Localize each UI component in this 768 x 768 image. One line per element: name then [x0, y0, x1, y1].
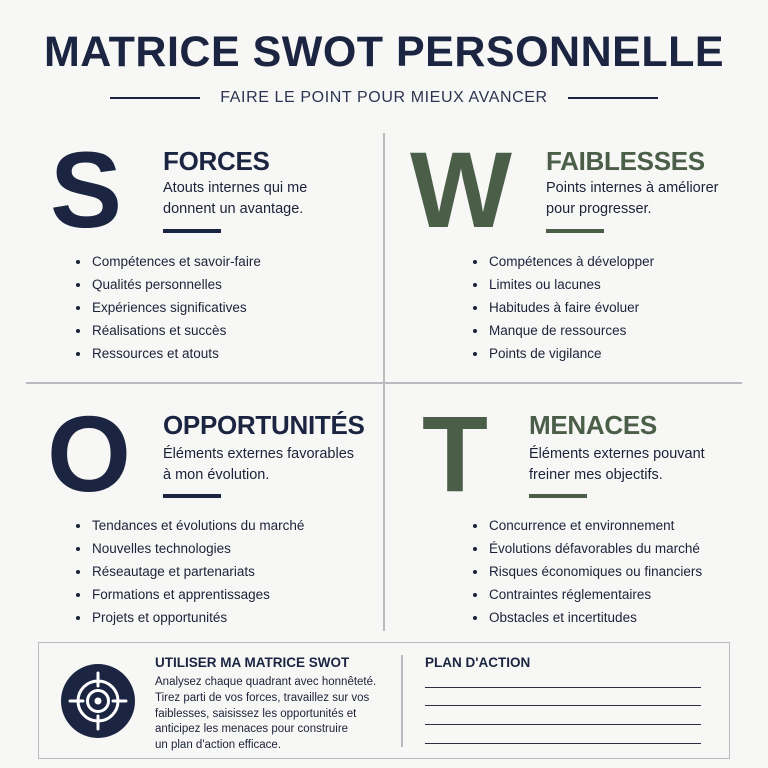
- list-item: Projets et opportunités: [76, 606, 304, 629]
- weaknesses-letter: W: [410, 129, 512, 250]
- threats-letter: T: [422, 393, 488, 514]
- horizontal-divider: [26, 382, 742, 384]
- list-item: Obstacles et incertitudes: [473, 606, 702, 629]
- threats-description: [529, 444, 705, 486]
- strengths-desc-line: donnent un avantage.: [163, 201, 304, 217]
- list-item: Contraintes réglementaires: [473, 583, 702, 606]
- strengths-list: [76, 250, 261, 365]
- threats-desc-line: freiner mes objectifs.: [529, 467, 663, 483]
- opportunities-list: [76, 514, 304, 629]
- list-item: Tendances et évolutions du marché: [76, 514, 304, 537]
- strengths-accent-bar: [163, 229, 221, 233]
- weaknesses-accent-bar: [546, 229, 604, 233]
- list-item: Concurrence et environnement: [473, 514, 702, 537]
- subtitle-left-rule: [110, 97, 200, 99]
- subtitle-row: [0, 88, 768, 108]
- list-item: Formations et apprentissages: [76, 583, 304, 606]
- list-item: Évolutions défavorables du marché: [473, 537, 702, 560]
- list-item: Expériences significatives: [76, 296, 261, 319]
- action-plan-line[interactable]: [425, 687, 701, 688]
- footer-title: UTILISER MA MATRICE SWOT: [155, 655, 350, 670]
- weaknesses-description: [546, 178, 718, 220]
- footer-text-line: anticipez les menaces pour construire: [155, 723, 349, 736]
- footer-separator: [401, 655, 403, 747]
- list-item: Qualités personnelles: [76, 273, 261, 296]
- footer-text-line: Tirez parti de vos forces, travaillez sur vos: [155, 691, 370, 704]
- target-icon: [61, 664, 135, 738]
- list-item: Réseautage et partenariats: [76, 560, 304, 583]
- list-item: Ressources et atouts: [76, 342, 261, 365]
- strengths-description: [163, 178, 307, 220]
- weaknesses-list: [473, 250, 654, 365]
- subtitle-right-rule: [568, 97, 658, 99]
- strengths-title: FORCES: [163, 146, 270, 176]
- strengths-desc-line: Atouts internes qui me: [163, 180, 308, 196]
- weaknesses-desc-line: Points internes à améliorer: [546, 180, 719, 196]
- opportunities-description: [163, 444, 354, 486]
- opportunities-accent-bar: [163, 494, 221, 498]
- threats-accent-bar: [529, 494, 587, 498]
- action-plan-title: PLAN D'ACTION: [425, 655, 531, 670]
- action-plan-line[interactable]: [425, 705, 701, 706]
- page-title: MATRICE SWOT PERSONNELLE: [43, 28, 725, 76]
- threats-desc-line: Éléments externes pouvant: [529, 446, 705, 462]
- threats-title: MENACES: [529, 410, 657, 440]
- footer-text: [155, 675, 385, 754]
- list-item: Nouvelles technologies: [76, 537, 304, 560]
- weaknesses-title: FAIBLESSES: [546, 146, 705, 176]
- footer-text-line: un plan d'action efficace.: [155, 739, 282, 752]
- list-item: Points de vigilance: [473, 342, 654, 365]
- strengths-letter: S: [50, 129, 123, 250]
- page-subtitle: FAIRE LE POINT POUR MIEUX AVANCER: [220, 89, 548, 106]
- opportunities-letter: O: [47, 393, 132, 514]
- footer-panel: [38, 642, 730, 759]
- footer-text-line: faiblesses, saisissez les opportunités et: [155, 707, 357, 720]
- list-item: Compétences à développer: [473, 250, 654, 273]
- target-icon-graphic: [61, 664, 135, 738]
- list-item: Réalisations et succès: [76, 319, 261, 342]
- weaknesses-desc-line: pour progresser.: [546, 201, 652, 217]
- footer-text-line: Analysez chaque quadrant avec honnêteté.: [155, 676, 377, 688]
- list-item: Compétences et savoir-faire: [76, 250, 261, 273]
- opportunities-desc-line: Éléments externes favorables: [163, 446, 355, 462]
- opportunities-desc-line: à mon évolution.: [163, 467, 270, 483]
- list-item: Manque de ressources: [473, 319, 654, 342]
- action-plan-line[interactable]: [425, 724, 701, 725]
- list-item: Risques économiques ou financiers: [473, 560, 702, 583]
- opportunities-title: OPPORTUNITÉS: [163, 410, 365, 440]
- action-plan-line[interactable]: [425, 743, 701, 744]
- list-item: Habitudes à faire évoluer: [473, 296, 654, 319]
- list-item: Limites ou lacunes: [473, 273, 654, 296]
- threats-list: [473, 514, 702, 629]
